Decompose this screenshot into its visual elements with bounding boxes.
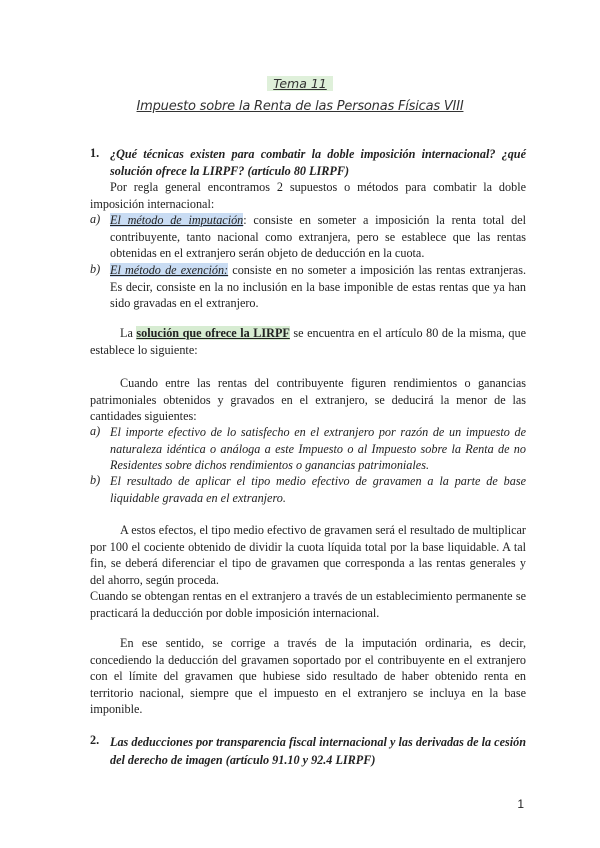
- solution-highlight: solución que ofrece la LIRPF: [136, 326, 290, 340]
- sentido-paragraph: En ese sentido, se corrige a través de la imputación ordinaria, es decir, concediendo la deducción del gravamen soportado por el contribuyente en el extranjero con el límite del gravamen que hubiese sido resultado de haber obtenido renta en territorio nacional, siempre que el impuesto en el extranjero se incluya en la base imponible.: [90, 636, 526, 717]
- method-a-term: El método de imputación: [110, 213, 244, 227]
- question-2-number: 2.: [90, 733, 100, 747]
- solution-pre: La: [120, 326, 137, 340]
- solution-paragraph: [90, 325, 526, 358]
- question-1-heading: ¿Qué técnicas existen para combatir la doble imposición internacional? ¿qué solución ofrece la LIRPF? (artículo 80 LIRPF): [110, 147, 526, 178]
- solution-post: se encuentra en el artículo 80 de la misma, que establece lo siguiente:: [90, 326, 526, 357]
- cuando-paragraph: Cuando entre las rentas del contribuyente figuren rendimientos o ganancias patrimoniales obtenidos y gravados en el extranjero, se deducirá la menor de las cantidades siguientes:: [90, 376, 526, 424]
- method-b-text: [110, 262, 526, 312]
- cuando-a-label: a): [90, 424, 101, 438]
- cuando-b-text: El resultado de aplicar el tipo medio efectivo de gravamen a la parte de base liquidable gravada en el extranjero.: [110, 474, 526, 505]
- method-a-description: : consiste en someter a imposición la renta total del contribuyente, tanto nacional como extranjera, pero se establece que las rentas obtenidas en el extranjero serán objeto de deducción en la cuota.: [110, 213, 526, 261]
- efectos-paragraph: A estos efectos, el tipo medio efectivo de gravamen será el resultado de multiplicar por 100 el cociente obtenido de dividir la cuota líquida total por la base liquidable. A tal fin, se deberá diferenciar el tipo de gravamen que corresponda a las rentas generales y del ahorro, según proceda.: [90, 523, 526, 587]
- document-subtitle: Impuesto sobre la Renta de las Personas Físicas VIII: [136, 99, 464, 114]
- method-a-label: a): [90, 212, 101, 226]
- question-1-intro: Por regla general encontramos 2 supuestos o métodos para combatir la doble imposición internacional:: [90, 180, 526, 211]
- topic-title-text: Tema 11: [267, 76, 333, 91]
- establecimiento-paragraph: Cuando se obtengan rentas en el extranjero a través de un establecimiento permanente se practicará la deducción por doble imposición internacional.: [90, 589, 526, 620]
- question-2-heading: Las deducciones por transparencia fiscal internacional y las derivadas de la cesión del derecho de imagen (artículo 91.10 y 92.4 LIRPF): [110, 735, 526, 767]
- method-b-term: El método de exención:: [110, 263, 229, 277]
- page-number: 1: [517, 797, 524, 811]
- method-b-label: b): [90, 262, 101, 276]
- method-b-description: consiste en no someter a imposición las rentas extranjeras. Es decir, consiste en la no inclusión en la base imponible de estas rentas que ya han sido gravadas en el extranjero.: [110, 263, 526, 311]
- cuando-b-label: b): [90, 473, 101, 487]
- question-1-number: 1.: [90, 146, 100, 160]
- topic-title: [0, 75, 600, 93]
- cuando-a-text: El importe efectivo de lo satisfecho en el extranjero por razón de un impuesto de naturaleza idéntica o análoga a este Impuesto o al Impuesto sobre la Renta de no Residentes sobre dichos rendimientos o ganancias patrimoniales.: [110, 425, 526, 473]
- method-a-text: [110, 212, 526, 262]
